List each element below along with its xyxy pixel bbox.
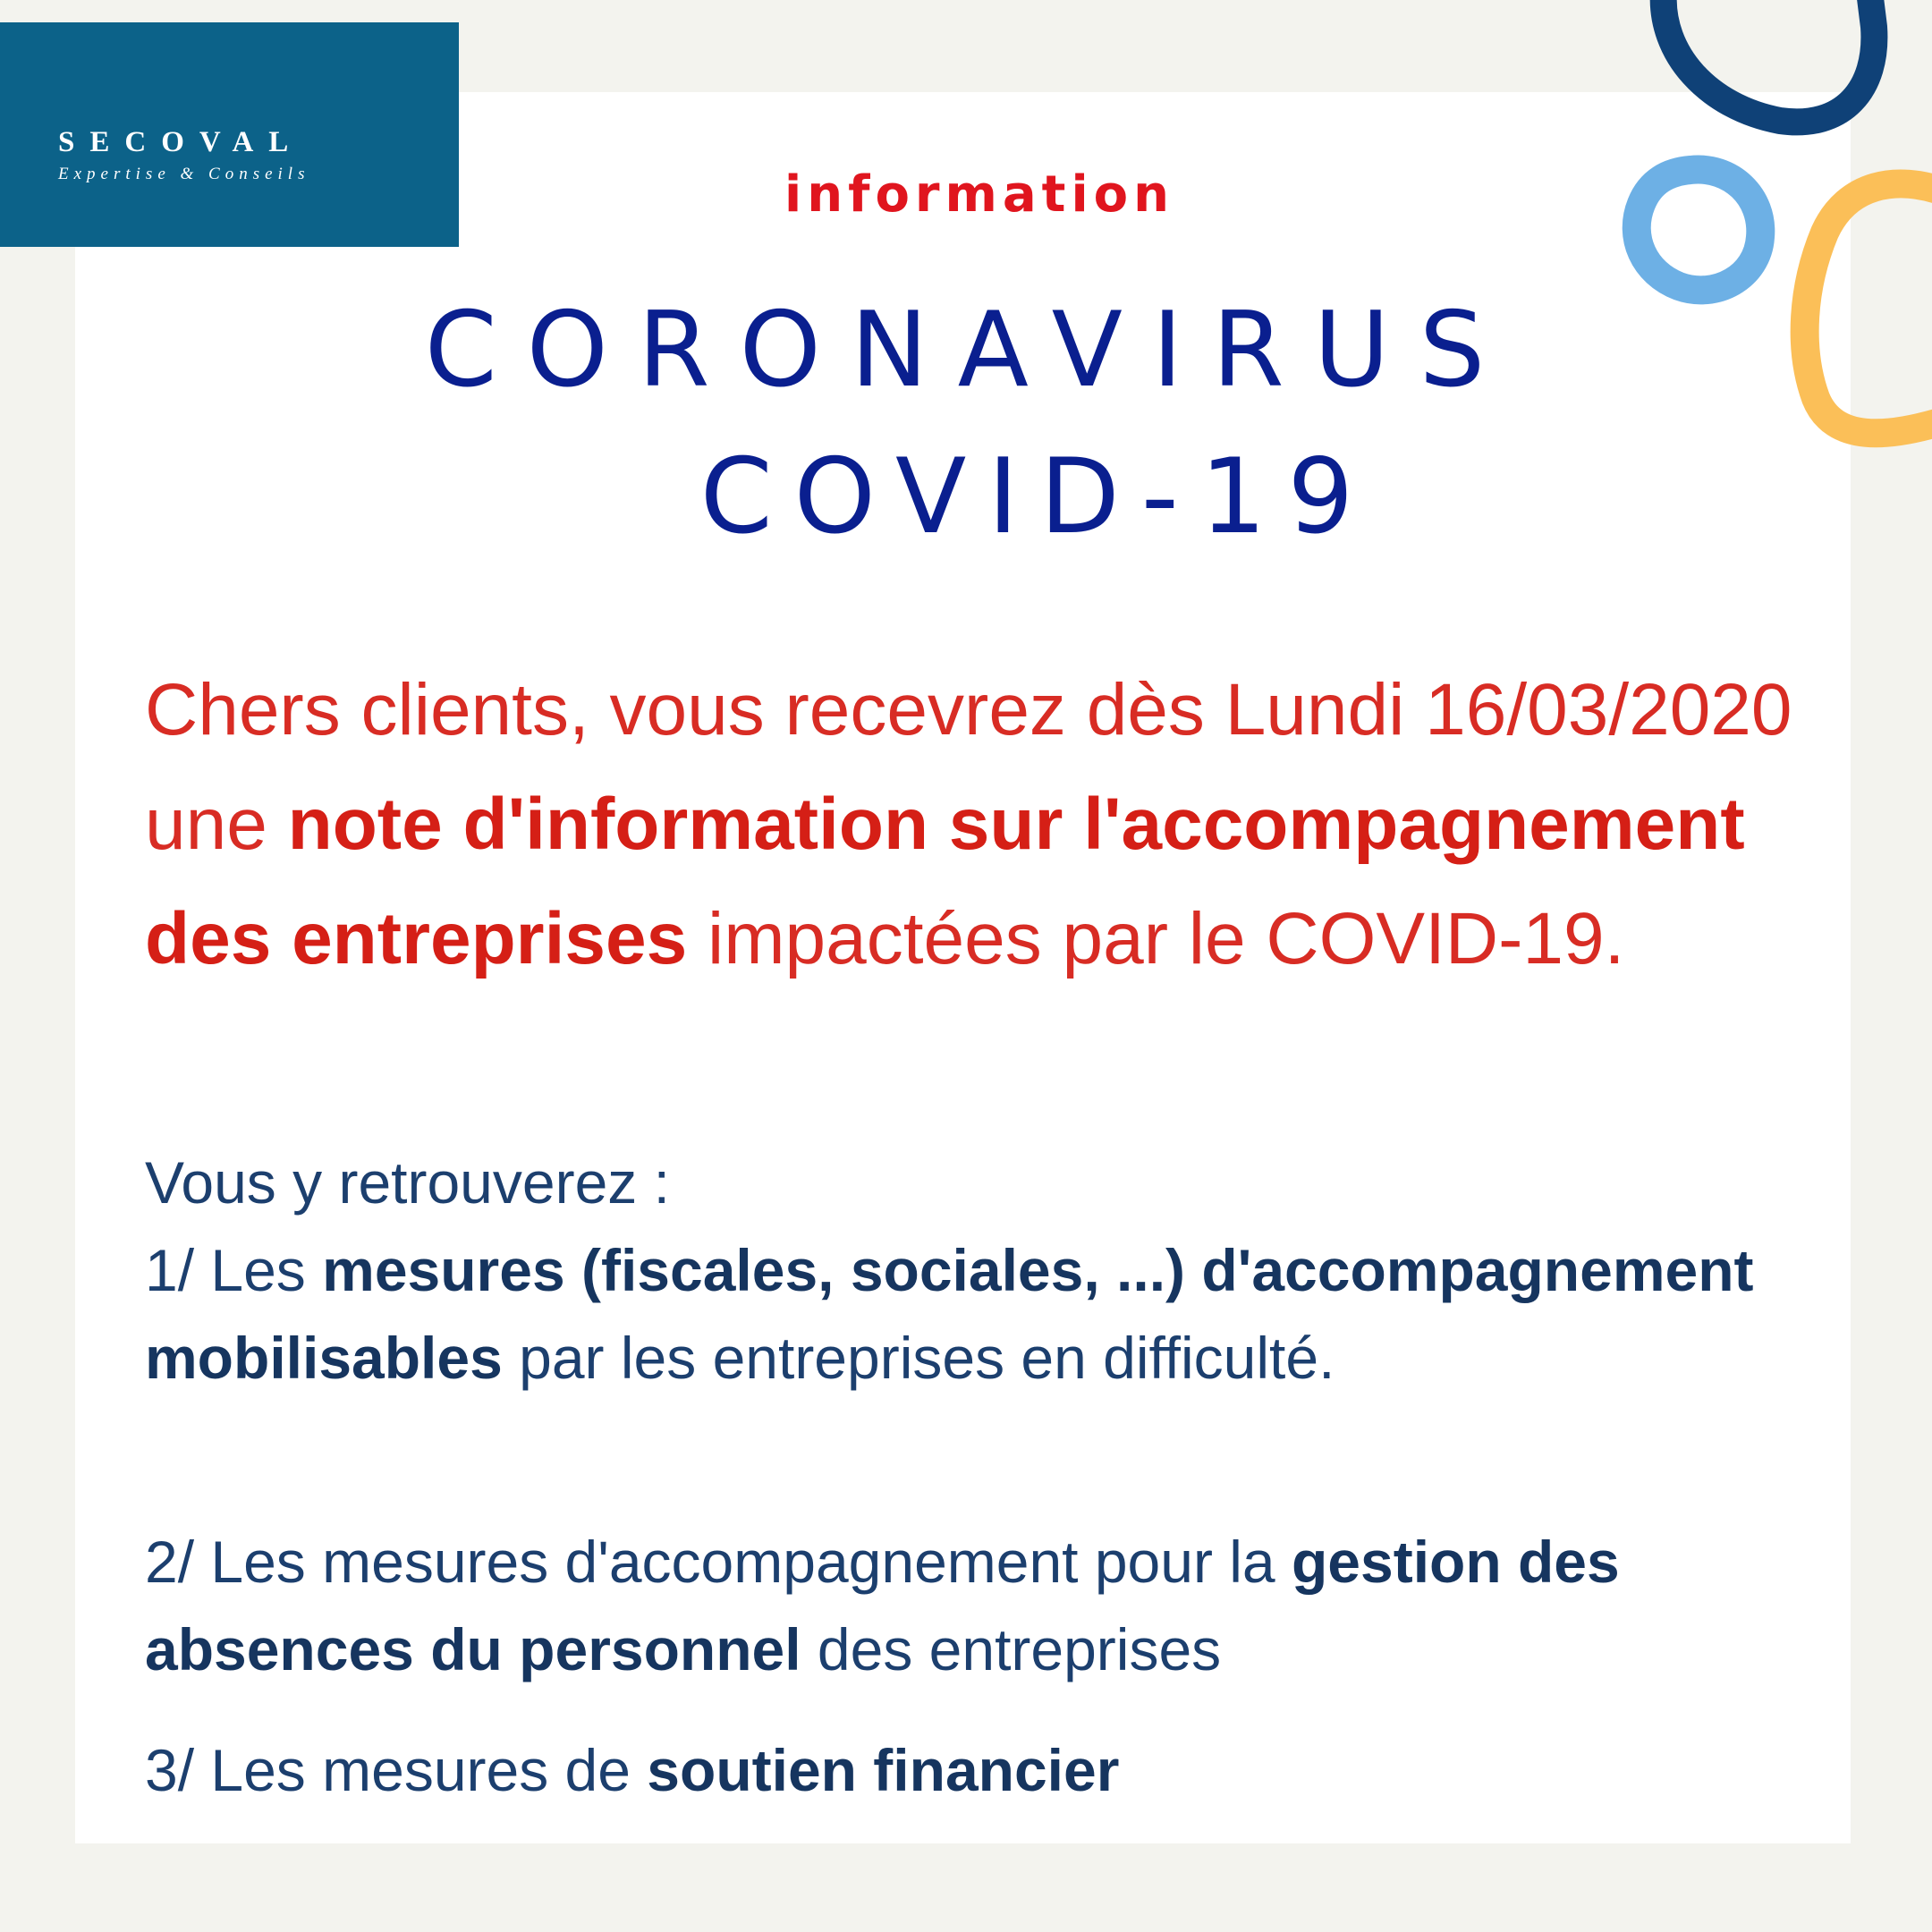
title-coronavirus: CORONAVIRUS xyxy=(424,290,1515,411)
item1-bold: mesures (fiscales, sociales, ...) d'accompagnement mobilisables xyxy=(145,1237,1754,1391)
logo-name: SECOVAL xyxy=(58,126,304,158)
intro-paragraph xyxy=(145,653,1844,996)
details-block xyxy=(145,1139,1844,1402)
item3-prefix: 3/ Les mesures de xyxy=(145,1737,648,1803)
light-blue-ring-icon xyxy=(1637,170,1761,291)
secoval-logo xyxy=(0,22,459,247)
item1-prefix: 1/ Les xyxy=(145,1237,323,1303)
item2-block xyxy=(145,1518,1844,1693)
item2-bold: gestion des absences du personnel xyxy=(145,1529,1620,1682)
intro-text-end: impactées par le COVID-19. xyxy=(687,898,1625,979)
item2-suffix: des entreprises xyxy=(801,1616,1222,1682)
intro-bold-text: note d'information sur l'accompagnement des entreprises xyxy=(145,784,1745,979)
title-covid19: COVID-19 xyxy=(699,436,1376,557)
details-lead: Vous y retrouverez : xyxy=(145,1149,670,1216)
logo-tagline: Expertise & Conseils xyxy=(58,165,310,183)
item3-block xyxy=(145,1726,1844,1814)
dark-blue-ring-icon xyxy=(1664,0,1875,122)
information-label: information xyxy=(784,165,1174,224)
item3-bold: soutien financier xyxy=(647,1737,1120,1803)
intro-text: Chers clients, vous recevrez dès Lundi 16/03/2020 une xyxy=(145,669,1792,865)
item1-suffix: par les entreprises en difficulté. xyxy=(502,1325,1335,1391)
item2-prefix: 2/ Les mesures d'accompagnement pour la xyxy=(145,1529,1292,1595)
